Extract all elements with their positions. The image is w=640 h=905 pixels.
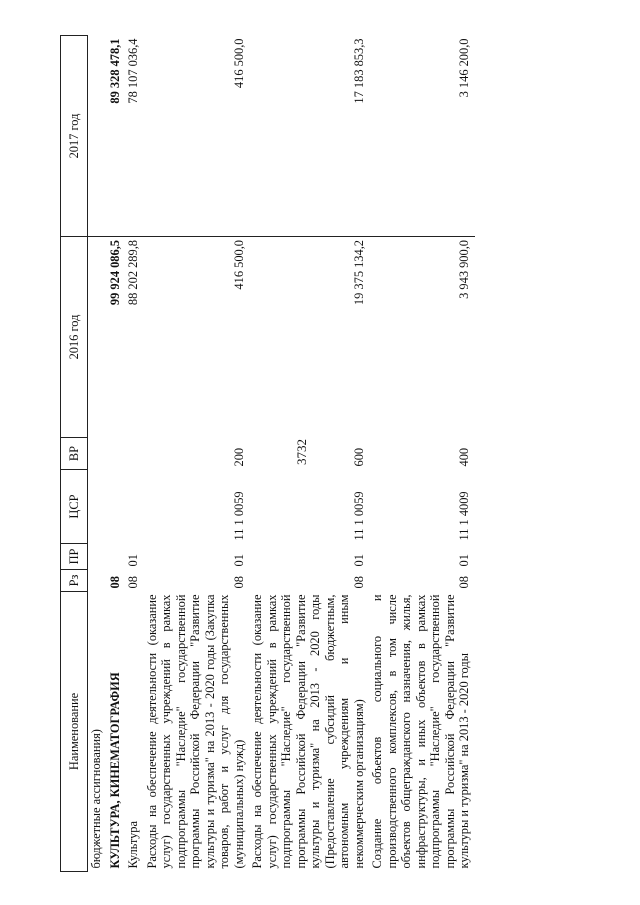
header-vr: ВР [61, 438, 88, 470]
row-value-2016: 88 202 289,8 [126, 240, 140, 306]
header-2016: 2016 год [61, 237, 88, 438]
row-name: КУЛЬТУРА, КИНЕМАТОГРАФИЯ [107, 672, 122, 869]
header-name: Наименование [61, 592, 88, 872]
row-pr: 01 [231, 554, 246, 567]
page-number: 3732 [294, 439, 309, 465]
row-vr: 600 [351, 447, 366, 467]
row-rz: 08 [351, 576, 366, 589]
row-value-2017: 17 183 853,3 [249, 36, 369, 237]
row-value-2016: 19 375 134,2 [351, 240, 366, 306]
row-pr: 01 [351, 554, 366, 567]
row-value-2016: 3 943 900,0 [457, 240, 471, 299]
row-pr: 01 [126, 554, 140, 567]
row-value-2017: 416 500,0 [144, 36, 250, 237]
table-row [88, 36, 107, 872]
row-rz: 08 [457, 576, 471, 589]
row-name: Расходы на обеспечение деятельности (оказание услуг) государственных учреждений в рамках подпрограммы "Наследие" государственной программы Российской Федерации "Развитие культуры и туризма" на 2013 - 2020 годы (Закупка товаров, работ и услуг для государственных (муниципальных) нужд) [144, 594, 246, 869]
table-row [249, 36, 369, 872]
row-csr: 11 1 0059 [231, 491, 246, 541]
row-value-2016: 416 500,0 [231, 240, 246, 290]
rotated-page [60, 32, 580, 872]
header-pr: ПР [61, 544, 88, 570]
table-row [125, 36, 144, 872]
row-rz: 08 [126, 576, 140, 589]
row-csr [88, 470, 107, 544]
header-rz: Рз [61, 570, 88, 592]
table-row [107, 36, 126, 872]
row-pr [88, 544, 107, 570]
table-row [144, 36, 250, 872]
row-rz [88, 570, 107, 592]
row-name: бюджетные ассигнования) [89, 729, 103, 869]
row-value-2017: 89 328 478,1 [107, 36, 126, 237]
row-pr [107, 544, 126, 570]
row-name: Создание объектов социального и производственного комплексов, в том числе объектов общегражданского назначения, жилья, инфраструктуры, и иных объектов в рамках подпрограммы "Наследие" государственной программы Российской Федерации "Развитие культуры и туризма" на 2013 - 2020 годы [370, 594, 471, 869]
row-value-2017: 78 107 036,4 [125, 36, 144, 237]
row-name: Расходы на обеспечение деятельности (оказание услуг) государственных учреждений в рамках подпрограммы "Наследие" государственной программы Российской Федерации "Развитие культуры и туризма" на 2013 - 2020 годы (Предоставление субсидий бюджетным, автономным учреждениям и иным некоммерческим организациям) [250, 594, 366, 869]
row-csr: 11 1 0059 [351, 491, 366, 541]
header-csr: ЦСР [61, 470, 88, 544]
row-rz: 08 [231, 576, 246, 589]
row-name: Культура [126, 821, 140, 869]
row-value-2017 [88, 36, 107, 237]
header-row [61, 36, 88, 872]
header-2017: 2017 год [61, 36, 88, 237]
row-vr [88, 438, 107, 470]
row-value-2017: 3 146 200,0 [369, 36, 475, 237]
row-csr: 11 1 4009 [457, 491, 471, 541]
row-rz: 08 [107, 576, 122, 589]
row-vr: 200 [231, 447, 246, 467]
row-csr [125, 470, 144, 544]
row-csr [107, 470, 126, 544]
row-vr [107, 438, 126, 470]
row-value-2016 [88, 237, 107, 438]
table-row [369, 36, 475, 872]
row-vr [125, 438, 144, 470]
budget-sheet [60, 32, 580, 872]
row-pr: 01 [457, 554, 471, 567]
row-vr: 400 [457, 447, 471, 467]
row-value-2016: 99 924 086,5 [107, 240, 122, 306]
budget-table [60, 35, 475, 872]
